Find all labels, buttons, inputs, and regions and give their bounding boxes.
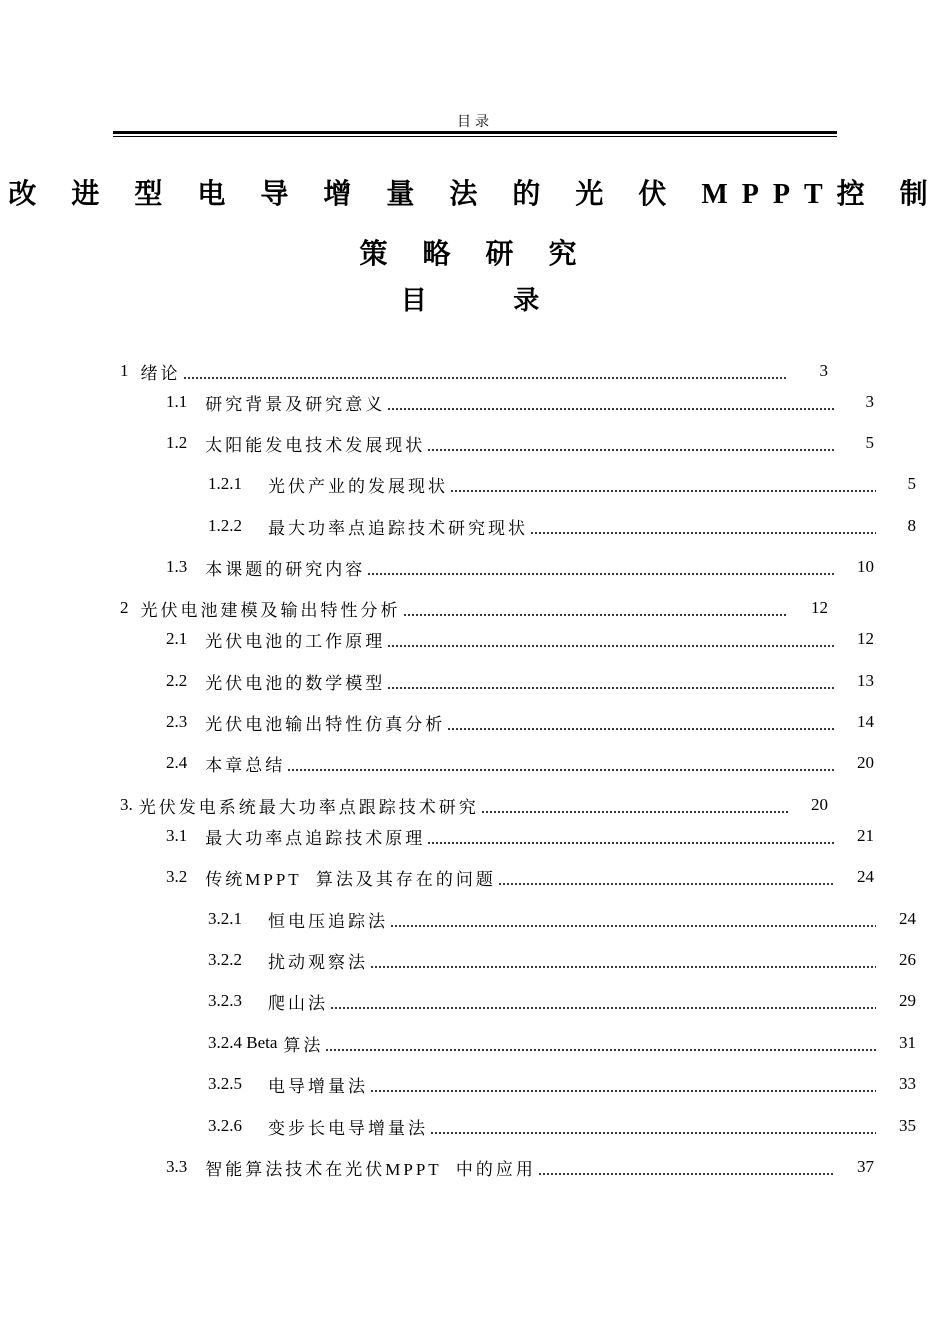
toc-entry-title: 智能算法技术在光伏MPPT 中的应用: [205, 1159, 536, 1179]
toc-leader-dots: [530, 511, 876, 541]
toc-entry-number: 1.1: [166, 392, 188, 411]
toc-leader-dots: [447, 707, 834, 737]
toc-entry-number: 1.2: [166, 433, 188, 452]
toc-entry-number: 2.3: [166, 712, 188, 731]
toc-entry-title: 光伏电池输出特性仿真分析: [205, 714, 446, 734]
toc-entry[interactable]: [120, 624, 876, 654]
toc-entry-title: 光伏电池建模及输出特性分析: [140, 600, 401, 620]
toc-entry[interactable]: [120, 1152, 876, 1182]
toc-entry-title: 扰动观察法: [268, 952, 368, 972]
toc-leader-dots: [427, 428, 834, 458]
toc-leader-dots: [387, 624, 834, 654]
toc-entry-number: 3.2.1: [208, 909, 242, 928]
document-title-line-2: 策 略 研 究: [359, 239, 591, 270]
toc-entry-title: 恒电压追踪法: [268, 911, 388, 931]
toc-entry-title: 最大功率点追踪技术原理: [205, 828, 426, 848]
toc-entry-title: 电导增量法: [268, 1076, 368, 1096]
toc-entry-title: 研究背景及研究意义: [205, 394, 386, 414]
toc-entry-number: 3.2.2: [208, 950, 242, 969]
toc-entry-page: 3: [819, 361, 828, 380]
toc-entry-title: 绪论: [140, 363, 181, 383]
toc-entry[interactable]: [120, 469, 918, 499]
toc-entry-page: 37: [857, 1157, 874, 1176]
toc-entry-title: 光伏电池的数学模型: [205, 673, 386, 693]
toc-leader-dots: [538, 1152, 834, 1182]
toc-entry-page: 35: [899, 1116, 916, 1135]
toc-entry[interactable]: [120, 356, 830, 386]
toc-leader-dots: [450, 469, 876, 499]
toc-entry[interactable]: [120, 428, 876, 458]
toc-entry-page: 10: [857, 557, 874, 576]
toc-entry-title: 本章总结: [205, 755, 286, 775]
toc-leader-dots: [403, 593, 789, 623]
header-rule-thin: [113, 136, 837, 137]
toc-entry-page: 20: [857, 753, 874, 772]
toc-entry-page: 13: [857, 671, 874, 690]
toc-entry-title: 本课题的研究内容: [205, 559, 366, 579]
toc-entry[interactable]: [120, 666, 876, 696]
toc-leader-dots: [370, 1069, 876, 1099]
toc-entry[interactable]: [120, 593, 830, 623]
toc-entry-title: 光伏电池的工作原理: [205, 631, 386, 651]
toc-entry-title: 传统MPPT 算法及其存在的问题: [205, 869, 496, 889]
toc-entry-number: 3.1: [166, 826, 188, 845]
toc-entry[interactable]: [120, 945, 918, 975]
toc-entry-page: 24: [899, 909, 916, 928]
toc-entry-number: 3.2.6: [208, 1116, 242, 1135]
toc-entry[interactable]: [120, 862, 876, 892]
toc-entry[interactable]: [120, 790, 830, 820]
document-title-line-1: 改 进 型 电 导 增 量 法 的 光 伏 MPPT控 制: [8, 179, 942, 210]
toc-entry-page: 3: [865, 392, 874, 411]
toc-entry[interactable]: [120, 748, 876, 778]
toc-entry-number: 3.2.5: [208, 1074, 242, 1093]
toc-entry-page: 12: [857, 629, 874, 648]
toc-entry[interactable]: [120, 1111, 918, 1141]
toc-entry-page: 14: [857, 712, 874, 731]
toc-entry-number: 3.2.4 Beta: [208, 1033, 278, 1052]
toc-entry-page: 24: [857, 867, 874, 886]
toc-entry-title: 太阳能发电技术发展现状: [205, 435, 426, 455]
toc-entry-number: 2.2: [166, 671, 188, 690]
toc-leader-dots: [498, 862, 834, 892]
toc-entry-page: 8: [907, 516, 916, 535]
toc-leader-dots: [390, 904, 876, 934]
toc-entry-title: 最大功率点追踪技术研究现状: [268, 518, 528, 538]
toc-entry[interactable]: [120, 387, 876, 417]
toc-entry[interactable]: [120, 904, 918, 934]
toc-entry-page: 31: [899, 1033, 916, 1052]
toc-leader-dots: [370, 945, 876, 975]
toc-entry-title: 爬山法: [268, 993, 328, 1013]
toc-entry-number: 3.3: [166, 1157, 188, 1176]
toc-leader-dots: [481, 790, 788, 820]
toc-entry[interactable]: [120, 1028, 918, 1058]
toc-entry-title: 光伏发电系统最大功率点跟踪技术研究: [138, 797, 479, 817]
toc-entry-number: 2.1: [166, 629, 188, 648]
toc-entry-page: 12: [811, 598, 828, 617]
toc-leader-dots: [183, 356, 789, 386]
toc-entry-number: 1.2.2: [208, 516, 242, 535]
toc-entry[interactable]: [120, 707, 876, 737]
toc-entry-page: 5: [907, 474, 916, 493]
toc-entry-page: 5: [865, 433, 874, 452]
toc-entry[interactable]: [120, 511, 918, 541]
toc-leader-dots: [325, 1028, 876, 1058]
toc-entry-title: 变步长电导增量法: [268, 1118, 428, 1138]
toc-leader-dots: [430, 1111, 876, 1141]
toc-entry-title: 光伏产业的发展现状: [268, 476, 448, 496]
toc-heading: 目 录: [400, 286, 580, 315]
toc-entry-number: 3.2.3: [208, 991, 242, 1010]
toc-entry-title: 算法: [283, 1035, 324, 1055]
toc-entry-page: 21: [857, 826, 874, 845]
header-rule-thick: [113, 131, 837, 134]
running-header: 目录: [457, 115, 493, 130]
toc-entry-page: 20: [811, 795, 828, 814]
toc-leader-dots: [287, 748, 834, 778]
toc-leader-dots: [330, 986, 876, 1016]
toc-entry-page: 29: [899, 991, 916, 1010]
toc-entry-page: 33: [899, 1074, 916, 1093]
toc-entry-number: 2.4: [166, 753, 188, 772]
toc-entry-number: 1.2.1: [208, 474, 242, 493]
toc-entry-number: 1: [120, 361, 129, 380]
toc-entry-number: 3.: [120, 795, 133, 814]
toc-leader-dots: [427, 821, 834, 851]
toc-entry-number: 1.3: [166, 557, 188, 576]
toc-entry[interactable]: [120, 821, 876, 851]
toc-entry-number: 3.2: [166, 867, 188, 886]
toc-leader-dots: [387, 666, 834, 696]
toc-leader-dots: [387, 387, 834, 417]
toc-entry[interactable]: [120, 1069, 918, 1099]
toc-entry-number: 2: [120, 598, 129, 617]
toc-entry[interactable]: [120, 986, 918, 1016]
toc-leader-dots: [367, 552, 834, 582]
toc-entry-page: 26: [899, 950, 916, 969]
toc-entry[interactable]: [120, 552, 876, 582]
